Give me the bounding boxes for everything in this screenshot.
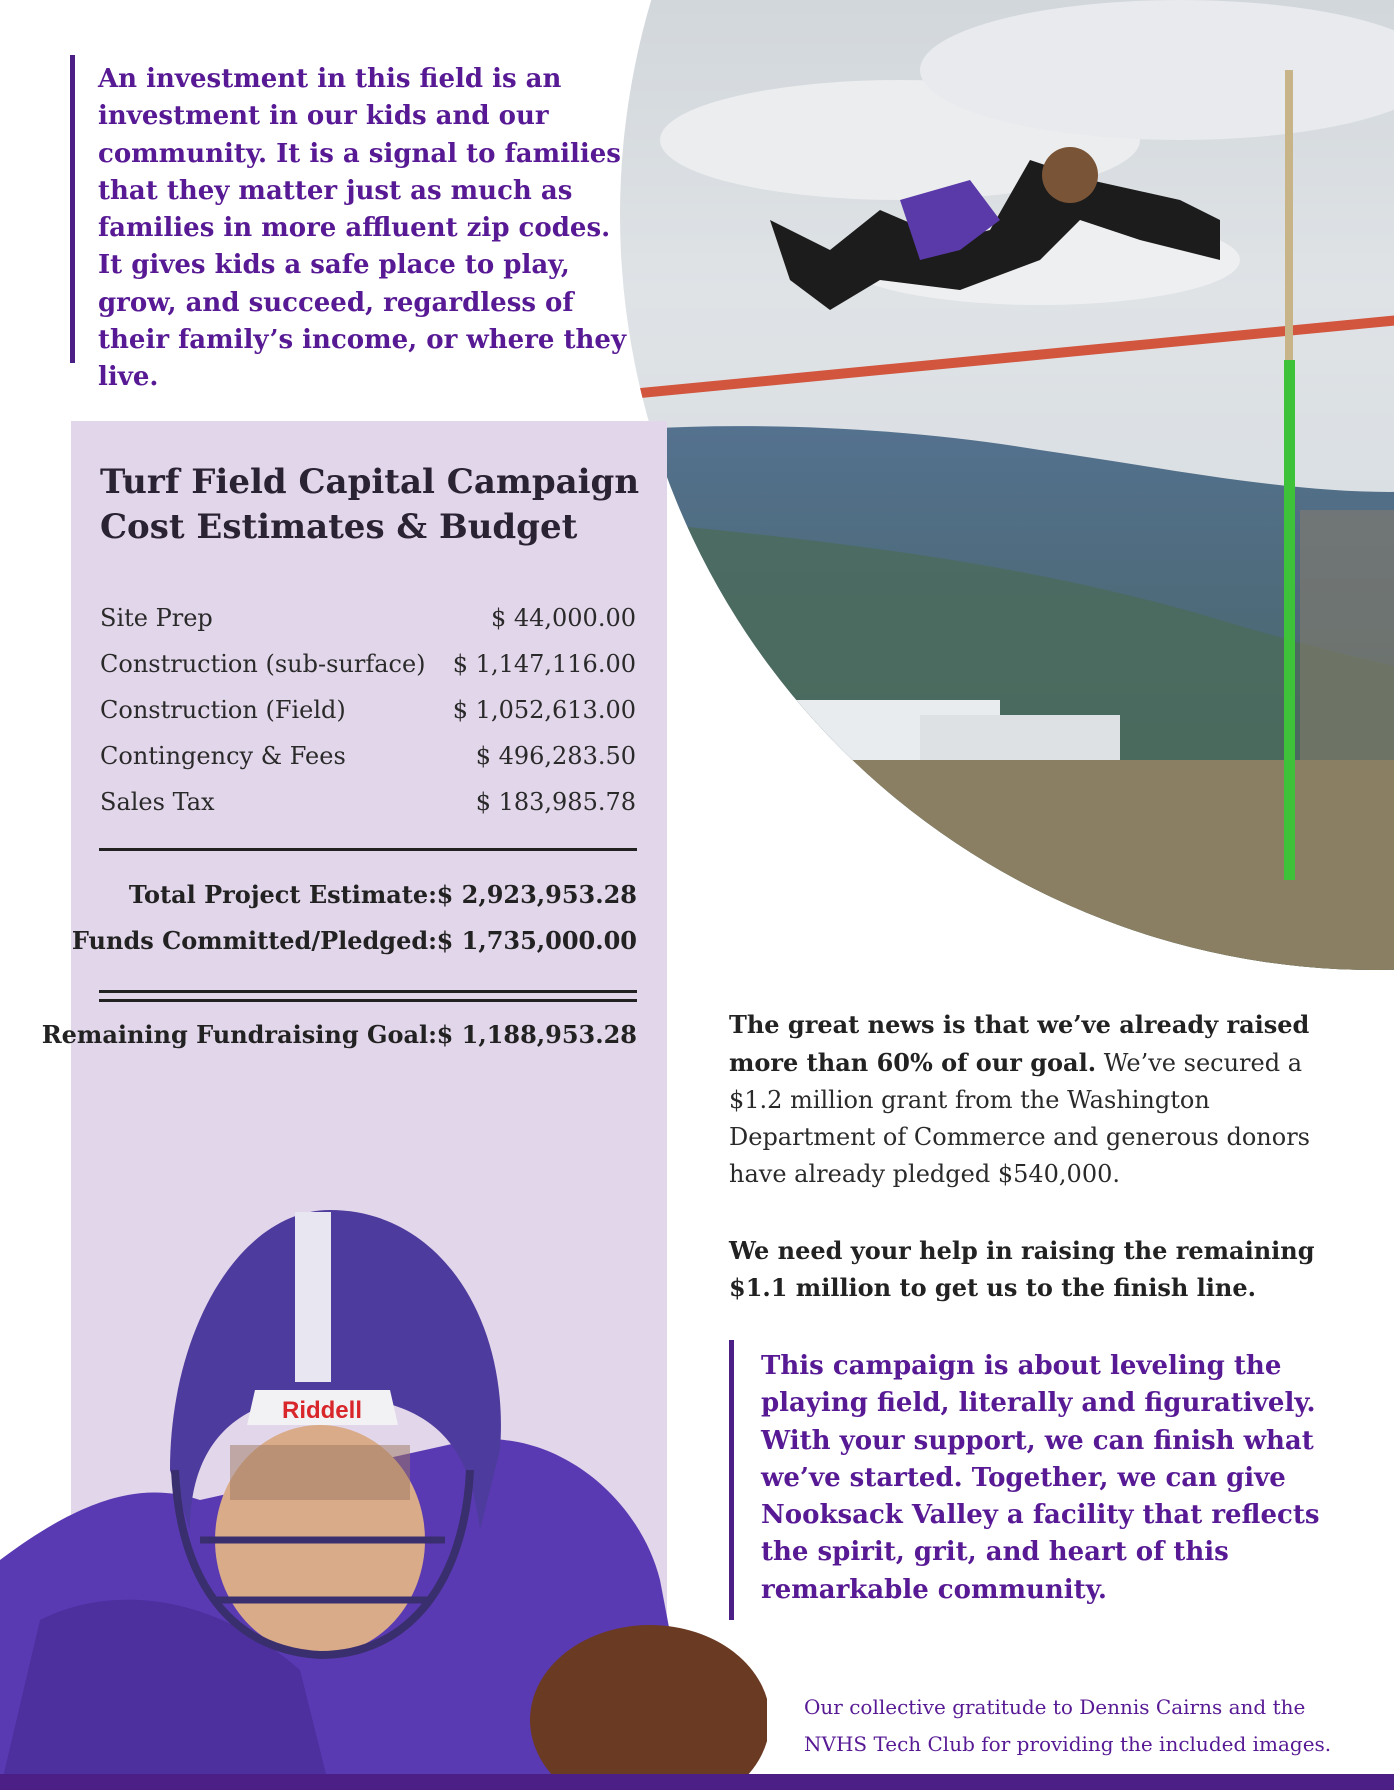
budget-row (100, 742, 636, 782)
budget-item-amount: $ 183,985.78 (475, 788, 636, 816)
budget-title (100, 460, 640, 550)
football-player-image (0, 1200, 767, 1790)
budget-row (100, 604, 636, 644)
committed-row (0, 926, 637, 962)
budget-item-amount: $ 1,052,613.00 (452, 696, 636, 724)
budget-row (100, 696, 636, 736)
closing-quote-text: This campaign is about leveling the playing field, literally and figuratively. With your support, we can finish what we’ve started. Together, we can give Nooksack Valley a facility that reflects the spirit, grit, and heart of this remarkable community. (761, 1351, 1320, 1605)
image-credits (804, 1689, 1364, 1763)
total-label: Total Project Estimate: (128, 880, 437, 909)
intro-quote (70, 55, 640, 393)
budget-item-label: Construction (sub-surface) (100, 650, 426, 678)
remaining-amount: $ 1,188,953.28 (436, 1020, 637, 1049)
budget-divider (99, 848, 637, 851)
budget-item-label: Site Prep (100, 604, 213, 632)
remaining-row (0, 1020, 637, 1056)
total-row (0, 880, 637, 916)
call-to-action-text: We need your help in raising the remaining $1.1 million to get us to the finish line. (729, 1236, 1315, 1302)
budget-title-line1: Turf Field Capital Campaign (100, 462, 640, 502)
total-amount: $ 2,923,953.28 (436, 880, 637, 909)
closing-quote (729, 1340, 1329, 1620)
body-paragraph (729, 1006, 1329, 1193)
pole-vault-image (620, 0, 1394, 970)
double-rule-bottom (99, 999, 637, 1002)
intro-quote-text: An investment in this field is an investment in our kids and our community. It is a signal to families that they matter just as much as families in more affluent zip codes. It gives kids a safe place to play, grow, and succeed, regardless of their family’s income, or where they live. (98, 64, 627, 393)
remaining-label: Remaining Fundraising Goal: (41, 1020, 437, 1049)
committed-amount: $ 1,735,000.00 (436, 926, 637, 955)
pole-vault-photo (620, 0, 1394, 970)
committed-label: Funds Committed/Pledged: (71, 926, 437, 955)
helmet-brand-logo: Riddell (281, 1397, 363, 1424)
football-player-photo (0, 1200, 767, 1790)
image-credits-text: Our collective gratitude to Dennis Cairns and the NVHS Tech Club for providing the included images. (804, 1695, 1332, 1756)
budget-item-label: Construction (Field) (100, 696, 346, 724)
budget-item-label: Contingency & Fees (100, 742, 346, 770)
footer-bar (0, 1774, 1394, 1790)
double-rule-top (99, 990, 637, 993)
budget-item-label: Sales Tax (100, 788, 215, 816)
budget-item-amount: $ 44,000.00 (490, 604, 636, 632)
call-to-action (729, 1232, 1329, 1306)
body-bold-lead: The great news is that we’ve already raised more than 60% of our goal. (729, 1010, 1310, 1077)
budget-item-amount: $ 1,147,116.00 (452, 650, 636, 678)
budget-row (100, 650, 636, 690)
body-text: We’ve secured a $1.2 million grant from the Washington Department of Commerce and generous donors have already pledged $540,000. (729, 1049, 1310, 1188)
budget-item-amount: $ 496,283.50 (475, 742, 636, 770)
budget-row (100, 788, 636, 828)
budget-title-line2: Cost Estimates & Budget (100, 507, 578, 547)
